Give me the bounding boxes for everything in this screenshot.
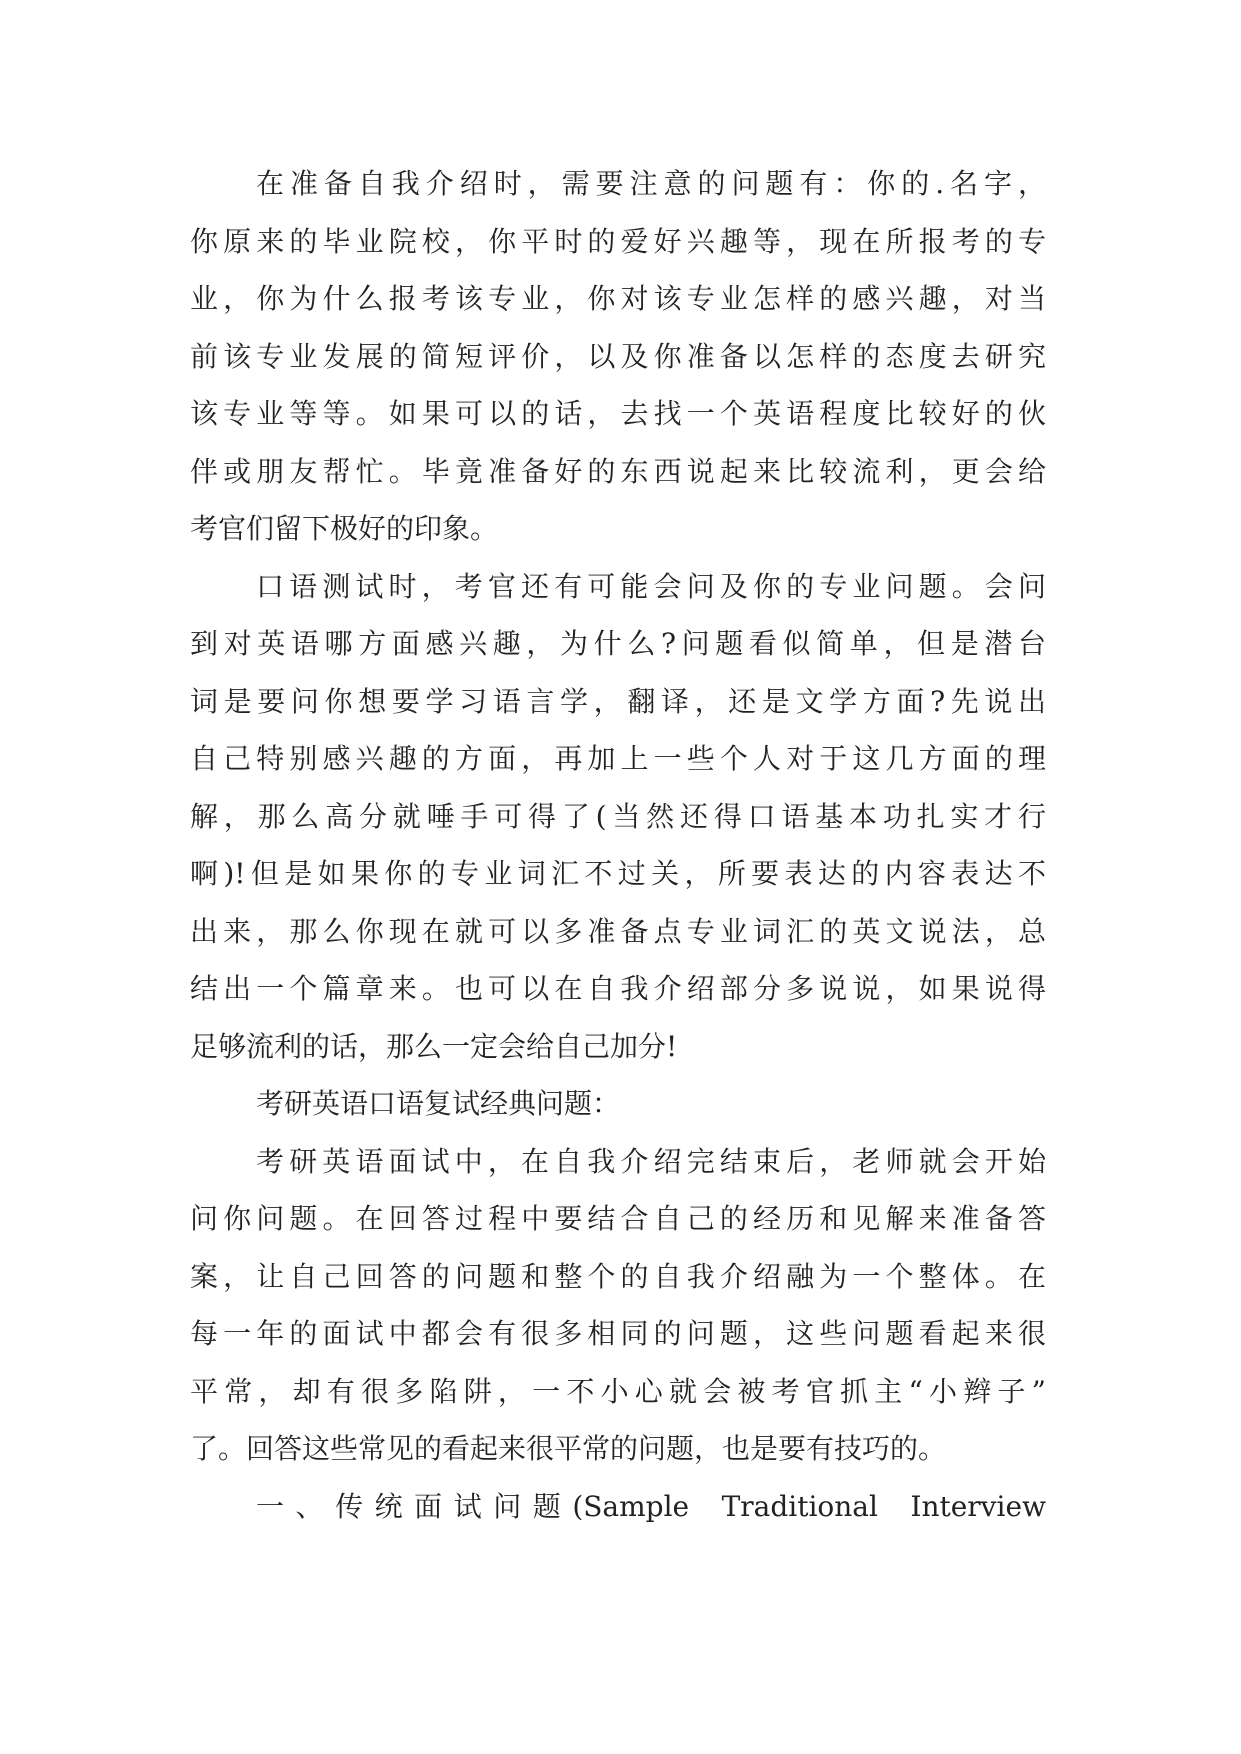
- paragraph-line: 前该专业发展的简短评价，以及你准备以怎样的态度去研究: [190, 339, 1046, 373]
- paragraph-line: 每一年的面试中都会有很多相同的问题，这些问题看起来很: [190, 1317, 1046, 1350]
- document-body: [190, 155, 1046, 1535]
- paragraph-line: 到对英语哪方面感兴趣，为什么?问题看似简单，但是潜台: [190, 627, 1046, 660]
- paragraph-line: 自己特别感兴趣的方面，再加上一些个人对于这几方面的理: [190, 742, 1046, 775]
- paragraph-line: 该专业等等。如果可以的话，去找一个英语程度比较好的伙: [190, 397, 1046, 430]
- subsection-heading: 一、传统面试问题(Sample Traditional Interview: [256, 1489, 1046, 1523]
- paragraph-line: 啊)!但是如果你的专业词汇不过关，所要表达的内容表达不: [190, 857, 1046, 890]
- paragraph-line: 了。回答这些常见的看起来很平常的问题，也是要有技巧的。: [190, 1432, 947, 1465]
- paragraph-line: 结出一个篇章来。也可以在自我介绍部分多说说，如果说得: [190, 972, 1046, 1005]
- paragraph-line: 案，让自己回答的问题和整个的自我介绍融为一个整体。在: [190, 1259, 1046, 1293]
- paragraph-line: 伴或朋友帮忙。毕竟准备好的东西说起来比较流利，更会给: [190, 454, 1046, 488]
- paragraph-line: 考官们留下极好的印象。: [190, 512, 499, 545]
- paragraph-line: 考研英语面试中，在自我介绍完结束后，老师就会开始: [256, 1144, 1046, 1178]
- paragraph-line: 业，你为什么报考该专业，你对该专业怎样的感兴趣，对当: [190, 282, 1046, 315]
- paragraph-line: 出来，那么你现在就可以多准备点专业词汇的英文说法，总: [190, 914, 1046, 948]
- paragraph-line: 词是要问你想要学习语言学，翻译，还是文学方面?先说出: [190, 684, 1046, 718]
- paragraph-line: 在准备自我介绍时，需要注意的问题有：你的.名字，: [256, 167, 1046, 200]
- paragraph-line: 你原来的毕业院校，你平时的爱好兴趣等，现在所报考的专: [190, 224, 1046, 258]
- paragraph-line: 口语测试时，考官还有可能会问及你的专业问题。会问: [256, 569, 1046, 603]
- section-heading: 考研英语口语复试经典问题：: [256, 1087, 621, 1120]
- paragraph-line: 问你问题。在回答过程中要结合自己的经历和见解来准备答: [190, 1202, 1046, 1235]
- paragraph-line: 平常，却有很多陷阱，一不小心就会被考官抓主“小辫子”: [190, 1374, 1046, 1408]
- paragraph-line: 解，那么高分就唾手可得了(当然还得口语基本功扎实才行: [190, 799, 1046, 833]
- paragraph-line: 足够流利的话，那么一定会给自己加分!: [190, 1029, 678, 1063]
